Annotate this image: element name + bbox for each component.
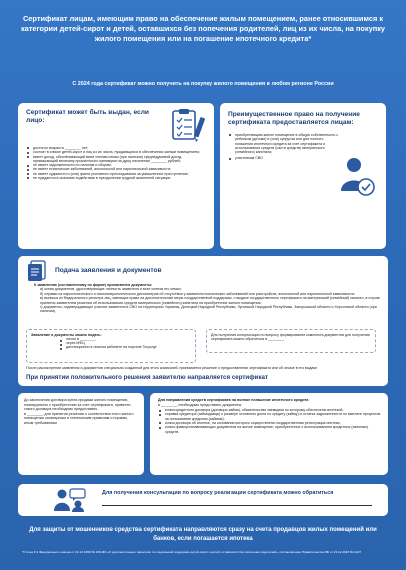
- consultation-people-icon: [52, 487, 88, 513]
- checklist-icon: [170, 109, 208, 143]
- list-item: копия кредитного договора (договора займа), обязательства заемщика по которому обеспечены ипотекой;: [158, 408, 381, 412]
- list-item: участникам СВО: [228, 156, 340, 160]
- submit-methods-box: [26, 329, 196, 363]
- after-review-text: После рассмотрения заявления и документов специально созданной для этого комиссией, принимается решение о предоставлении сертификата или об отказе в его выдаче: [26, 366, 318, 370]
- document-item: б) справки из наркологического и психоневрологического диспансеров об отсутствии у заявителя психических заболеваний или расстройств, алкогольной или наркотической зависимости;: [40, 291, 355, 296]
- purchase-text-1: До заключения договора купли-продажи жилого помещения, планируемого к приобретению за счет сертификата, привести такого договора необходимо предоставить: [24, 398, 131, 412]
- documents-intro: К заявлению (составленному по форме) прилагаются документы:: [34, 283, 153, 287]
- document-item: в) выписка из Федерального регистра лиц, имеющих право на дополнительные меры государственной поддержки, о выдаче государственного сертификата на материнский (семейный) капитал, в случае принятия заявителем решения об использовании средств материнского (семейного) капитала на приобретение жилого помещения;: [40, 296, 380, 305]
- legal-footnote: *Статья 8.1 Федерального закона от 21.12.1996 № 159-ФЗ «О дополнительных гарантиях по социальной поддержке детей-сирот и детей, оставшихся без попечения родителей», постановление Правительства РФ от 21.12.2023 № 2227: [22, 550, 362, 554]
- eligibility-heading: Сертификат может быть выдан, если лицо:: [26, 109, 149, 124]
- consultation-card: [18, 484, 388, 516]
- priority-card: [220, 103, 386, 249]
- document-item: г) документы, подтверждающие участие заявителя в СВО на территориях Украины, Донецкой Народной Республики, Луганской Народной Республики, Запорожской области и Херсонской области (при наличии).: [40, 305, 377, 314]
- priority-heading: Преимущественное право на получение сертификата предоставляется лицам:: [228, 111, 360, 126]
- consultation-contact-line: [102, 505, 372, 506]
- eligibility-list: [26, 146, 206, 180]
- list-item: не имеет судимости и (или) факта уголовного преследования за умышленное преступление;: [26, 172, 206, 176]
- eligibility-card: [18, 103, 214, 249]
- list-item: состоит в списке детей-сирот и лиц из их числа, нуждающихся в обеспечении жилым помещением;: [26, 150, 206, 154]
- list-item: не нуждается в оказании содействия в преодолении трудной жизненной ситуации: [26, 176, 206, 180]
- list-item: не имеет психических заболеваний, алкогольной или наркотической зависимости;: [26, 167, 206, 171]
- page-subtitle: С 2024 года сертификат можно получить на покупку жилого помещения в любом регионе России: [72, 81, 334, 87]
- list-item: имеет доход, обеспечивающий всем членам семьи (при наличии) среднедушевой доход, превышающий величину прожиточного минимума на душу населения ________ рублей;: [26, 155, 206, 164]
- page-title: Сертификат лицам, имеющим право на обеспечение жилым помещением, ранее относившимся к категории детей-сирот и детей, оставшихся без попечения родителей, лиц из их числа, на покупку жилого помещения или на погашение ипотечного кредита*: [20, 14, 386, 44]
- document-item: а) копии документов, удостоверяющих личность заявителя и всех членов его семьи;: [40, 287, 182, 292]
- consult-documents-box: [206, 329, 376, 353]
- mortgage-text-2: в ________ необходимо представить документы:: [158, 402, 243, 407]
- submit-heading: Заявление и документы можно подать:: [31, 333, 102, 337]
- priority-list: [228, 133, 340, 161]
- user-checkmark-icon: [338, 155, 376, 201]
- positive-decision-text: При принятии положительного решения заявителю направляется сертификат: [26, 374, 269, 381]
- submit-list: [31, 338, 191, 350]
- list-item: достигло возраста ________ лет;: [26, 146, 206, 150]
- list-item: не имеет задолженности по налогам и сборам;: [26, 163, 206, 167]
- documents-icon: [26, 260, 50, 282]
- list-item: копия договора об ипотеке, на основании которого осуществлена государственная регистрация ипотеки;: [158, 421, 381, 425]
- purchase-contract-card: [18, 393, 144, 475]
- mortgage-text-1: Для направления средств сертификата на полное погашение ипотечного кредита: [158, 398, 309, 402]
- list-item: через МФЦ: [59, 342, 191, 346]
- consult-documents-text: Для получения консультации по вопросу формирования комплекта документов для получения сертификата можно обратиться в ________: [211, 333, 370, 342]
- list-item: справка кредитора (займодавца) о размере основного долга по кредиту (займу) и остатка задолженности по выплате процентов за пользование кредитом (займом);: [158, 412, 381, 421]
- fraud-protection-note: Для защиты от мошенников средства сертификата направляются сразу на счета продавцов жилых помещений или банков, если погашается ипотека: [29, 527, 377, 542]
- list-item: копии правоустанавливающих документов на жилое помещение, приобретенное с использованием кредитных (заемных) средств.: [158, 425, 381, 434]
- list-item: лично в ________: [59, 338, 191, 342]
- list-item: дистанционно в личном кабинете на портале Госуслуг: [59, 346, 191, 350]
- mortgage-documents-list: [158, 408, 381, 434]
- purchase-text-2: в ________ для принятия решения о соответствии этого жилого помещения санитарным и техническим правилам и нормам, иным требованиям: [24, 411, 134, 425]
- consultation-text: Для получения консультации по вопросу реализации сертификата можно обратиться: [102, 490, 334, 496]
- list-item: приобретающим жилое помещение в общую собственность с ребенком (детьми) и (или) супругом или для полного погашения ипотечного кредита за счет сертификата и использования средств (части средств) материнского (семейного) капитала;: [228, 133, 340, 154]
- mortgage-repayment-card: [150, 393, 388, 475]
- applications-heading: Подача заявления и документов: [55, 267, 162, 274]
- applications-card: [18, 256, 388, 386]
